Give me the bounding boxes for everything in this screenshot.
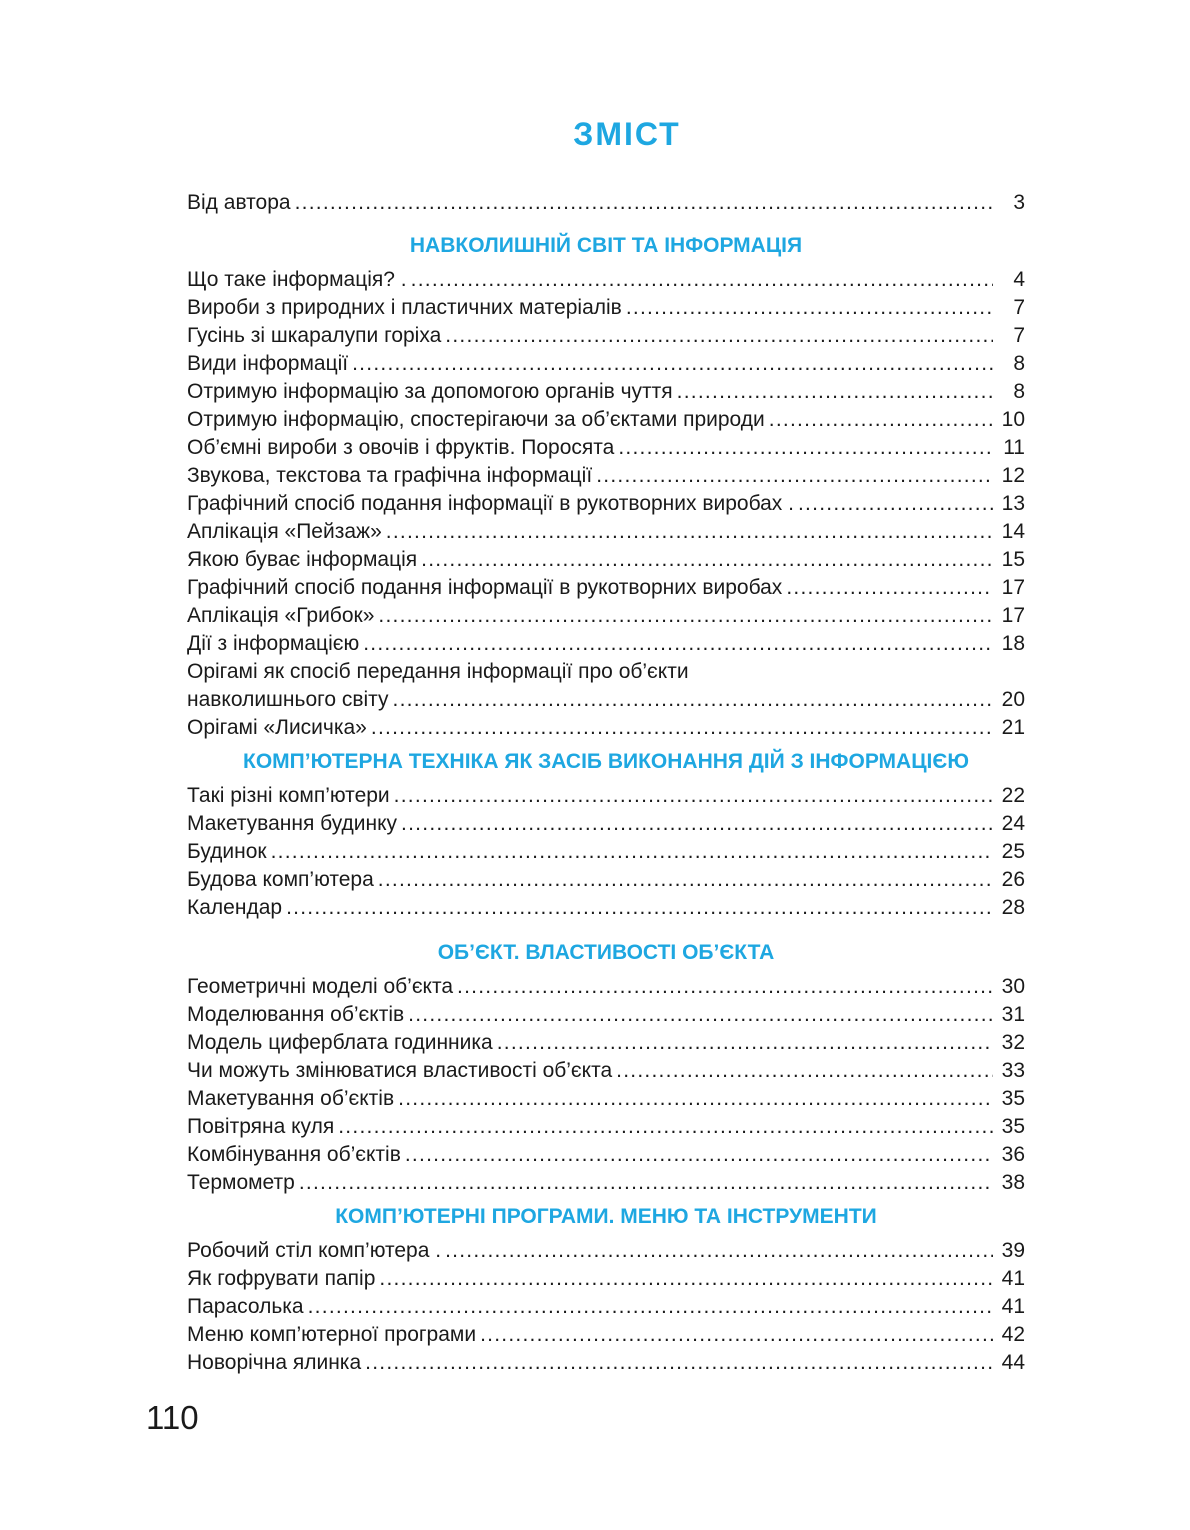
toc-entry[interactable]	[187, 782, 1025, 810]
toc-entry-page: 44	[1001, 1351, 1025, 1374]
toc-entry-page: 35	[1001, 1115, 1025, 1138]
toc-entry-page: 15	[1001, 548, 1025, 571]
dot-leader	[378, 866, 993, 894]
dot-leader	[445, 1237, 993, 1265]
dot-leader	[371, 714, 993, 742]
toc-entry-page: 17	[1001, 604, 1025, 627]
toc-entry-label: Як гофрувати папір	[187, 1267, 376, 1290]
toc-entry[interactable]	[187, 378, 1025, 406]
section-heading: КОМП’ЮТЕРНА ТЕХНІКА ЯК ЗАСІБ ВИКОНАННЯ ДІЙ З ІНФОРМАЦІЄЮ	[243, 750, 969, 773]
toc-entry-page: 17	[1001, 576, 1025, 599]
toc-entry-page: 11	[1003, 436, 1025, 459]
toc-entry-label: Будинок	[187, 840, 267, 863]
toc-entry-page: 8	[1013, 380, 1025, 403]
toc-entry[interactable]	[187, 1293, 1025, 1321]
toc-entry-label: Графічний спосіб подання інформації в рукотворних виробах	[187, 576, 783, 599]
toc-entry[interactable]	[187, 1349, 1025, 1377]
toc-entry-label: Повітряна куля	[187, 1115, 335, 1138]
dot-leader	[295, 189, 993, 217]
dot-leader	[497, 1029, 993, 1057]
dot-leader	[411, 266, 993, 294]
toc-entry-label: Термометр	[187, 1171, 295, 1194]
toc-entry-page: 39	[1001, 1239, 1025, 1262]
toc-entry[interactable]	[187, 462, 1025, 490]
toc-entry-page: 26	[1001, 868, 1025, 891]
dot-leader	[769, 406, 993, 434]
dot-leader	[378, 602, 993, 630]
toc-entry[interactable]	[187, 602, 1025, 630]
toc-entry-page: 13	[1001, 492, 1025, 515]
toc-entry-page: 41	[1001, 1295, 1025, 1318]
toc-entry-label: Геометричні моделі об’єкта	[187, 975, 454, 998]
dot-leader	[480, 1321, 993, 1349]
toc-entry-label: навколишнього світу	[187, 688, 389, 711]
dot-leader	[308, 1293, 993, 1321]
toc-entry[interactable]	[187, 434, 1025, 462]
dot-leader	[299, 1169, 993, 1197]
dot-leader	[286, 894, 993, 922]
toc-entry-label: Аплікація «Пейзаж»	[187, 520, 382, 543]
toc-entry[interactable]	[187, 1237, 1025, 1265]
toc-entry-page: 25	[1001, 840, 1025, 863]
dot-leader	[386, 518, 993, 546]
toc-entry[interactable]	[187, 294, 1025, 322]
toc-entry[interactable]	[187, 1169, 1025, 1197]
toc-entry[interactable]	[187, 1113, 1025, 1141]
toc-entry-page: 10	[1001, 408, 1025, 431]
section-heading: КОМП’ЮТЕРНІ ПРОГРАМИ. МЕНЮ ТА ІНСТРУМЕНТИ	[335, 1205, 877, 1228]
toc-entry-label: Об’ємні вироби з овочів і фруктів. Поросята	[187, 436, 615, 459]
toc-entry-label: Отримую інформацію за допомогою органів чуття	[187, 380, 673, 403]
toc-entry-page: 3	[1013, 191, 1025, 214]
toc-entry-page: 42	[1001, 1323, 1025, 1346]
toc-entry-label: Вироби з природних і пластичних матеріалів	[187, 296, 622, 319]
toc-entry-page: 38	[1001, 1171, 1025, 1194]
toc-entry-label: Чи можуть змінюватися властивості об’єкта	[187, 1059, 613, 1082]
toc-entry-label: Орігамі «Лисичка»	[187, 716, 367, 739]
dot-leader	[352, 350, 993, 378]
toc-entry[interactable]	[187, 1085, 1025, 1113]
toc-entry-label: Модель циферблата годинника	[187, 1031, 493, 1054]
toc-entry[interactable]	[187, 518, 1025, 546]
toc-entry-page: 22	[1001, 784, 1025, 807]
toc-entry[interactable]	[187, 866, 1025, 894]
dot-leader	[271, 838, 993, 866]
toc-entry[interactable]	[187, 714, 1025, 742]
toc-entry[interactable]	[187, 406, 1025, 434]
dot-leader	[338, 1113, 993, 1141]
toc-entry-label: Макетування будинку	[187, 812, 398, 835]
toc-entry-page: 7	[1013, 324, 1025, 347]
toc-entry-label: Будова комп’ютера	[187, 868, 374, 891]
toc-entry[interactable]	[187, 490, 1025, 518]
toc-entry-page: 28	[1001, 896, 1025, 919]
toc-entry-page: 33	[1001, 1059, 1025, 1082]
toc-entry[interactable]	[187, 266, 1025, 294]
toc-entry-page: 31	[1001, 1003, 1025, 1026]
toc-entry-label: Від автора	[187, 191, 291, 214]
toc-entry-label: Види інформації	[187, 352, 349, 375]
dot-leader	[616, 1057, 993, 1085]
dot-leader	[363, 630, 993, 658]
toc-entry[interactable]	[187, 838, 1025, 866]
toc-entry[interactable]	[187, 1265, 1025, 1293]
toc-entry-label: Графічний спосіб подання інформації в рукотворних виробах .	[187, 492, 794, 515]
toc-entry-page: 8	[1013, 352, 1025, 375]
toc-entry-page: 14	[1001, 520, 1025, 543]
toc-entry-page: 4	[1013, 268, 1025, 291]
toc-entry-label: Меню комп’ютерної програми	[187, 1323, 477, 1346]
toc-entry[interactable]	[187, 630, 1025, 658]
toc-entry-page: 18	[1001, 632, 1025, 655]
toc-entry-page: 12	[1001, 464, 1025, 487]
toc-entry[interactable]	[187, 1321, 1025, 1349]
dot-leader	[394, 782, 993, 810]
dot-leader	[786, 574, 993, 602]
toc-entry[interactable]	[187, 810, 1025, 838]
toc-entry-label: Парасолька	[187, 1295, 304, 1318]
toc-entry-label: Новорічна ялинка	[187, 1351, 362, 1374]
dot-leader	[596, 462, 993, 490]
toc-entry-label: Орігамі як спосіб передання інформації про об’єкти	[187, 660, 689, 683]
dot-leader	[618, 434, 993, 462]
toc-entry[interactable]	[187, 574, 1025, 602]
dot-leader	[445, 322, 993, 350]
toc-entry[interactable]	[187, 1029, 1025, 1057]
section-heading: ОБ’ЄКТ. ВЛАСТИВОСТІ ОБ’ЄКТА	[437, 941, 775, 964]
toc-entry[interactable]	[187, 350, 1025, 378]
dot-leader	[408, 1001, 993, 1029]
toc-entry[interactable]	[187, 973, 1025, 1001]
section-heading: НАВКОЛИШНІЙ СВІТ ТА ІНФОРМАЦІЯ	[409, 234, 803, 257]
toc-entry-label: Якою буває інформація	[187, 548, 418, 571]
toc-entry-page: 41	[1001, 1267, 1025, 1290]
toc-entry[interactable]	[187, 189, 1025, 217]
dot-leader	[421, 546, 993, 574]
toc-entry-page: 20	[1001, 688, 1025, 711]
toc-entry-label: Гусінь зі шкаралупи горіха	[187, 324, 442, 347]
toc-entry-first-line[interactable]	[187, 658, 1025, 686]
dot-leader	[365, 1349, 993, 1377]
dot-leader	[401, 810, 993, 838]
toc-entry-label: Календар	[187, 896, 283, 919]
toc-entry-page: 7	[1013, 296, 1025, 319]
toc-entry-label: Що таке інформація? .	[187, 268, 407, 291]
toc-entry-page: 24	[1001, 812, 1025, 835]
toc-entry-label: Робочий стіл комп’ютера .	[187, 1239, 442, 1262]
dot-leader	[398, 1085, 993, 1113]
toc-entry-label: Такі різні комп’ютери	[187, 784, 390, 807]
toc-entry-page: 21	[1001, 716, 1025, 739]
toc-entry[interactable]	[187, 1001, 1025, 1029]
page-title: ЗМІСТ	[573, 116, 681, 152]
toc-entry[interactable]	[187, 894, 1025, 922]
toc-entry-page: 36	[1001, 1143, 1025, 1166]
dot-leader	[626, 294, 993, 322]
dot-leader	[457, 973, 993, 1001]
toc-entry-page: 32	[1001, 1031, 1025, 1054]
dot-leader	[405, 1141, 993, 1169]
dot-leader	[393, 686, 993, 714]
toc-entry-label: Звукова, текстова та графічна інформації	[187, 464, 593, 487]
toc-entry-page: 35	[1001, 1087, 1025, 1110]
toc-entry-label: Аплікація «Грибок»	[187, 604, 375, 627]
page-number: 110	[146, 1399, 199, 1436]
toc-entry[interactable]	[187, 686, 1025, 714]
toc-entry[interactable]	[187, 1057, 1025, 1085]
dot-leader	[798, 490, 993, 518]
dot-leader	[677, 378, 993, 406]
toc-entry[interactable]	[187, 1141, 1025, 1169]
dot-leader	[379, 1265, 993, 1293]
toc-entry-page: 30	[1001, 975, 1025, 998]
toc-entry-label: Комбінування об’єктів	[187, 1143, 401, 1166]
toc-entry-label: Дії з інформацією	[187, 632, 360, 655]
toc-entry[interactable]	[187, 546, 1025, 574]
toc-entry-label: Моделювання об’єктів	[187, 1003, 405, 1026]
toc-entry[interactable]	[187, 322, 1025, 350]
toc-entry-label: Макетування об’єктів	[187, 1087, 395, 1110]
table-of-contents	[187, 189, 1025, 1377]
toc-entry-label: Отримую інформацію, спостерігаючи за об’єктами природи	[187, 408, 765, 431]
